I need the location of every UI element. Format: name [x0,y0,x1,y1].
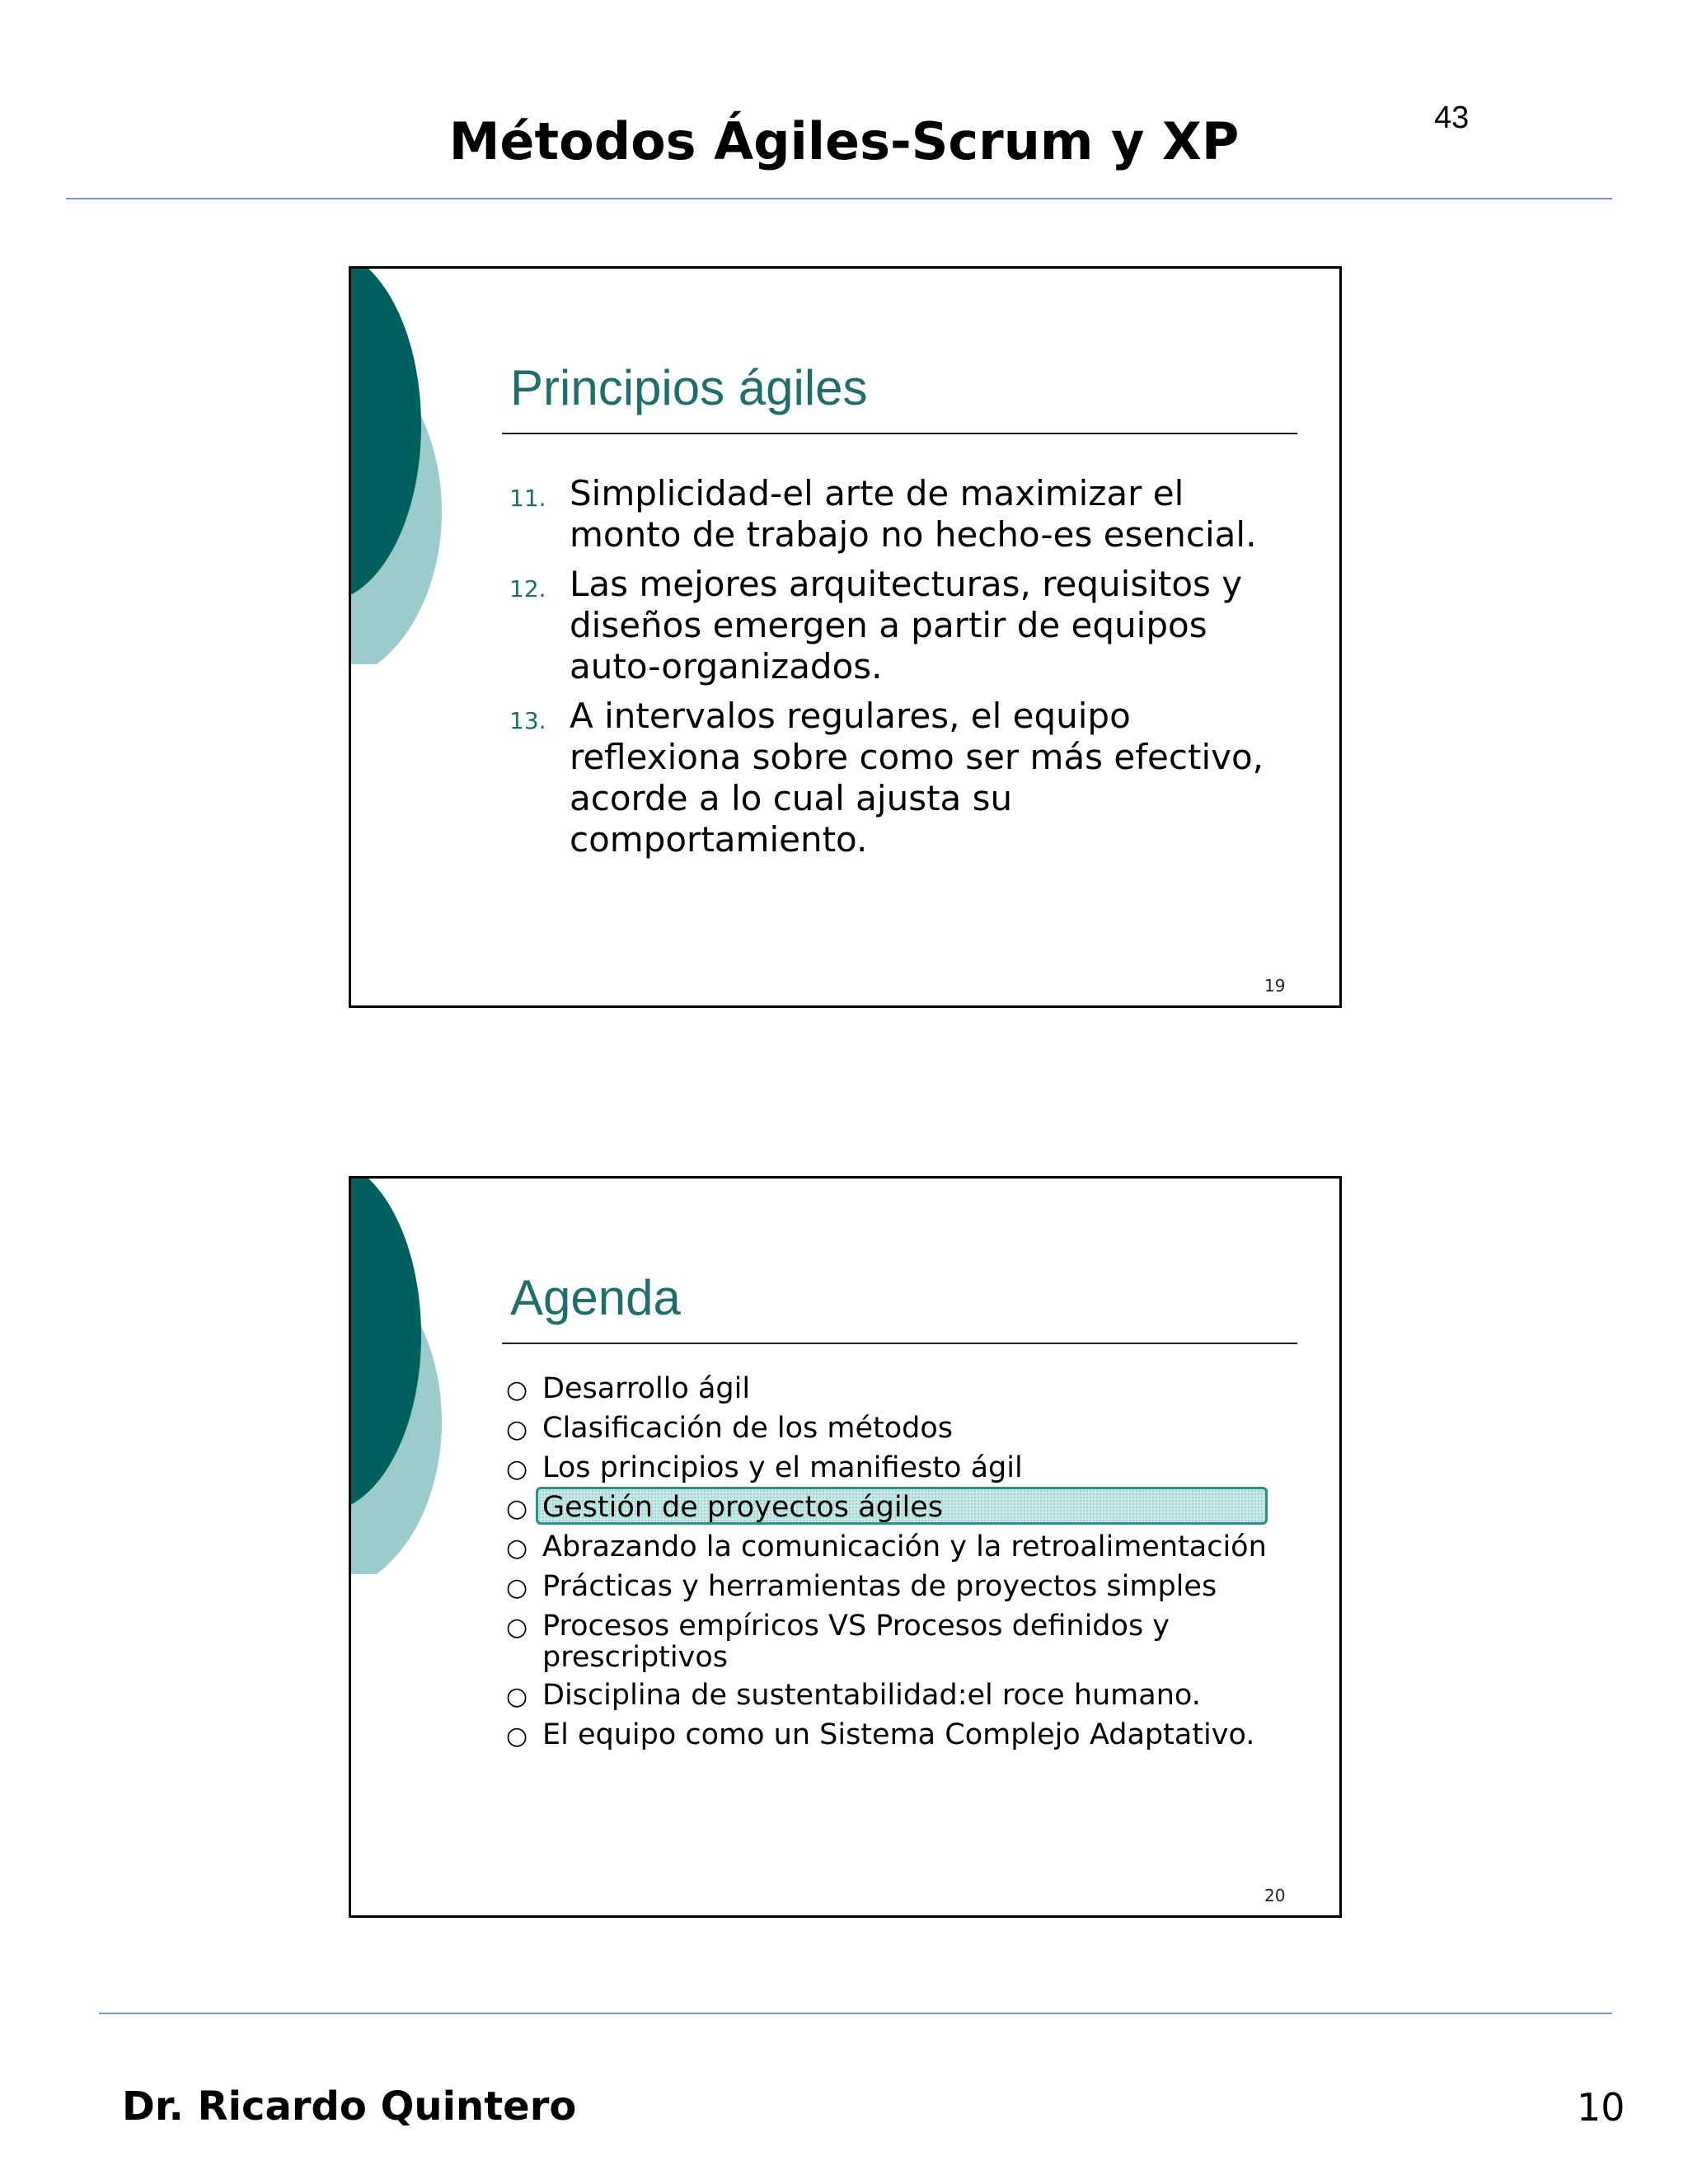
agenda-item-text: Clasificación de los métodos [542,1412,953,1445]
agenda-item-text: Los principios y el manifiesto ágil [542,1451,1023,1484]
bullet-icon: ○ [506,1722,528,1750]
bullet-icon: ○ [506,1613,528,1642]
slide-title-rule [502,433,1297,434]
slide-number: 19 [1264,976,1286,996]
agenda-item-text: Desarrollo ágil [542,1372,751,1405]
agenda-item-text: Abrazando la comunicación y la retroalimentación [542,1530,1267,1563]
item-line: diseños emergen a partir de equipos [570,605,1207,645]
agenda-item [506,1452,1314,1485]
agenda-item [506,1719,1314,1752]
bullet-icon: ○ [506,1534,528,1563]
agenda-item-highlighted [506,1492,1314,1525]
agenda-item-text: Prácticas y herramientas de proyectos simples [542,1570,1217,1603]
slide-agenda [349,1176,1342,1918]
slide-title: Principios ágiles [510,360,868,415]
header-page-number: 43 [1434,101,1470,135]
principles-list [509,473,1292,869]
bullet-icon: ○ [506,1573,528,1602]
item-text [570,696,1264,860]
agenda-item [506,1531,1314,1564]
item-text [570,473,1256,555]
agenda-item [506,1413,1314,1446]
agenda-item-text: El equipo como un Sistema Complejo Adaptativo. [542,1718,1255,1751]
agenda-item-text: Disciplina de sustentabilidad:el roce humano. [542,1679,1201,1712]
page-title: Métodos Ágiles-Scrum y XP [448,111,1240,171]
item-number: 13. [509,707,546,734]
item-line: Simplicidad-el arte de maximizar el [570,473,1184,513]
item-line: acorde a lo cual ajusta su [570,778,1013,818]
slide-title-rule [502,1343,1297,1344]
agenda-item [506,1571,1314,1604]
agenda-list [506,1373,1314,1759]
item-line: auto-organizados. [570,646,883,687]
item-text [570,564,1242,687]
item-line: comportamiento. [570,819,868,860]
footer-page-number: 10 [1577,2085,1625,2130]
agenda-item-text: Gestión de proyectos ágiles [542,1491,944,1524]
item-line: A intervalos regulares, el equipo [570,696,1131,736]
list-item [509,696,1292,860]
slide-decoration [351,1179,467,1574]
agenda-item [506,1680,1314,1713]
item-line: reflexiona sobre como ser más efectivo, [570,737,1264,777]
list-item [509,564,1292,687]
item-number: 11. [509,485,546,512]
bullet-icon: ○ [506,1455,528,1483]
item-number: 12. [509,575,546,602]
slide-number: 20 [1264,1886,1286,1905]
slide-decoration [351,269,467,664]
item-line: Las mejores arquitecturas, requisitos y [570,564,1243,604]
agenda-item [506,1610,1314,1673]
slide-title: Agenda [510,1270,681,1325]
agenda-item-text: Procesos empíricos VS Procesos definidos y prescriptivos [542,1610,1170,1674]
bullet-icon: ○ [506,1376,528,1404]
list-item [509,473,1292,555]
footer-divider [99,2013,1612,2014]
agenda-item [506,1373,1314,1406]
bullet-icon: ○ [506,1415,528,1444]
header-divider [66,198,1612,199]
item-line: monto de trabajo no hecho-es esencial. [570,514,1257,555]
slide-principios-agiles [349,266,1342,1008]
bullet-icon: ○ [506,1494,528,1523]
bullet-icon: ○ [506,1682,528,1711]
footer-author: Dr. Ricardo Quintero [122,2083,577,2130]
